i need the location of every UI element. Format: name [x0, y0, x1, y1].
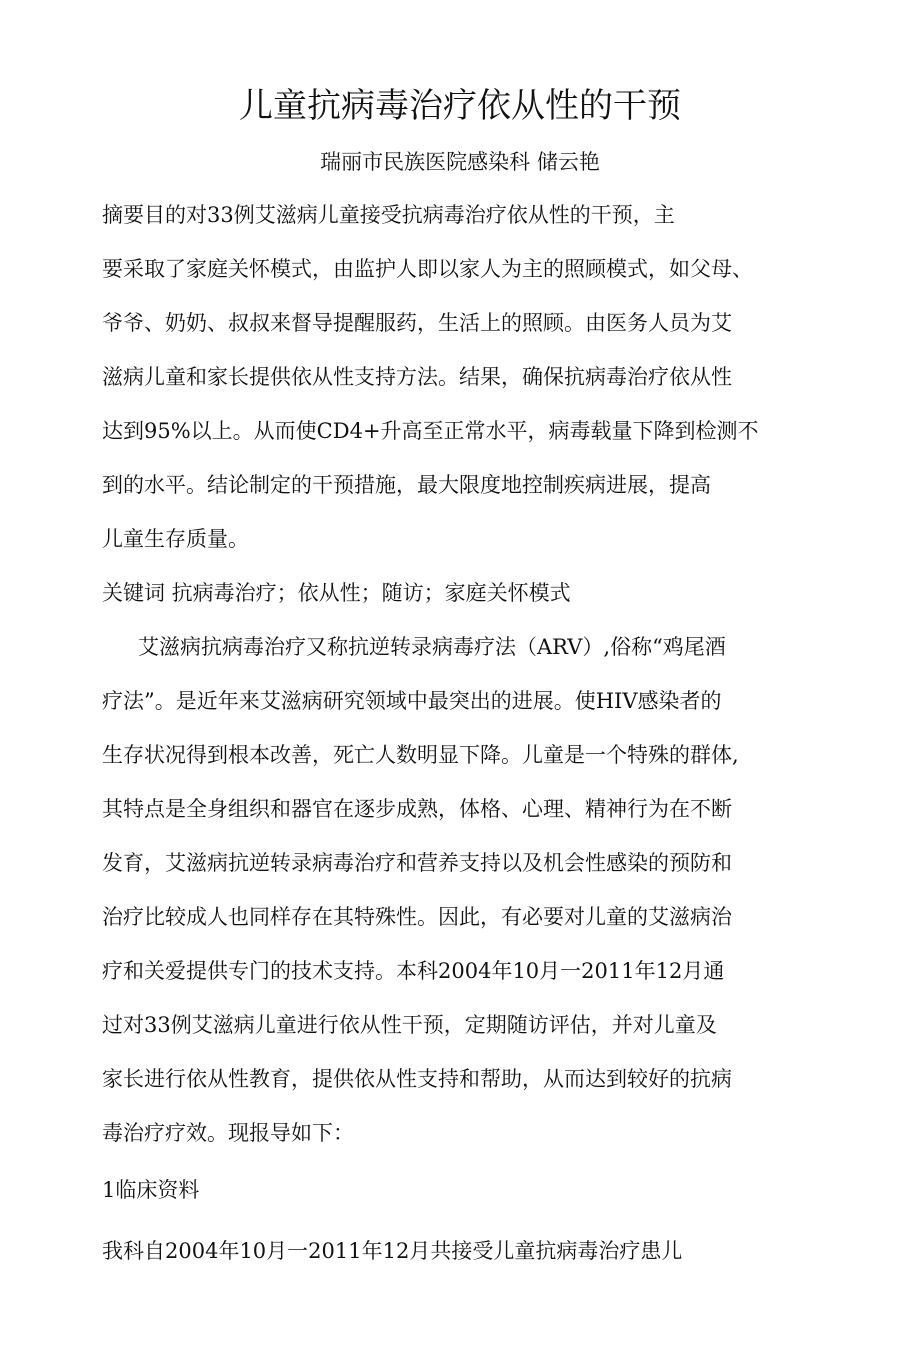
abstract-line: 达到95%以上。从而使CD4+升高至正常水平，病毒载量下降到检测不 — [102, 419, 759, 443]
paragraph-line: 家长进行依从性教育，提供依从性支持和帮助，从而达到较好的抗病 — [102, 1067, 732, 1091]
paragraph-line: 发育，艾滋病抗逆转录病毒治疗和营养支持以及机会性感染的预防和 — [102, 851, 732, 875]
section-heading: 1临床资料 — [102, 1178, 200, 1202]
abstract-line: 爷爷、奶奶、叔叔来督导提醒服药，生活上的照顾。由医务人员为艾 — [102, 311, 732, 335]
paragraph-line: 过对33例艾滋病儿童进行依从性干预，定期随访评估，并对儿童及 — [102, 1013, 717, 1037]
abstract-line: 到的水平。结论制定的干预措施，最大限度地控制疾病进展，提高 — [102, 473, 711, 497]
paragraph-line: 治疗比较成人也同样存在其特殊性。因此，有必要对儿童的艾滋病治 — [102, 905, 732, 929]
page-title: 儿童抗病毒治疗依从性的干预 — [239, 86, 681, 126]
paragraph-line: 生存状况得到根本改善，死亡人数明显下降。儿童是一个特殊的群体, — [102, 743, 739, 767]
paragraph-line: 疗和关爱提供专门的技术支持。本科2004年10月一2011年12月通 — [102, 959, 725, 983]
abstract-line: 儿童生存质量。 — [102, 527, 249, 551]
abstract-line: 摘要目的对33例艾滋病儿童接受抗病毒治疗依从性的干预，主 — [102, 203, 675, 227]
paragraph-line: 毒治疗疗效。现报导如下： — [102, 1121, 354, 1145]
abstract-line: 要采取了家庭关怀模式，由监护人即以家人为主的照顾模式，如父母、 — [102, 257, 753, 281]
paragraph-line: 其特点是全身组织和器官在逐步成熟，体格、心理、精神行为在不断 — [102, 797, 732, 821]
paragraph-line: 艾滋病抗病毒治疗又称抗逆转录病毒疗法（ARV）,俗称“鸡尾酒 — [138, 635, 726, 659]
keywords-line: 关键词 抗病毒治疗；依从性；随访；家庭关怀模式 — [102, 581, 571, 605]
abstract-line: 滋病儿童和家长提供依从性支持方法。结果，确保抗病毒治疗依从性 — [102, 365, 732, 389]
section-line: 我科自2004年10月一2011年12月共接受儿童抗病毒治疗患儿 — [102, 1239, 683, 1263]
paragraph-line: 疗法”。是近年来艾滋病研究领域中最突出的进展。使HIV感染者的 — [102, 689, 722, 713]
author-line: 瑞丽市民族医院感染科 储云艳 — [320, 150, 600, 174]
